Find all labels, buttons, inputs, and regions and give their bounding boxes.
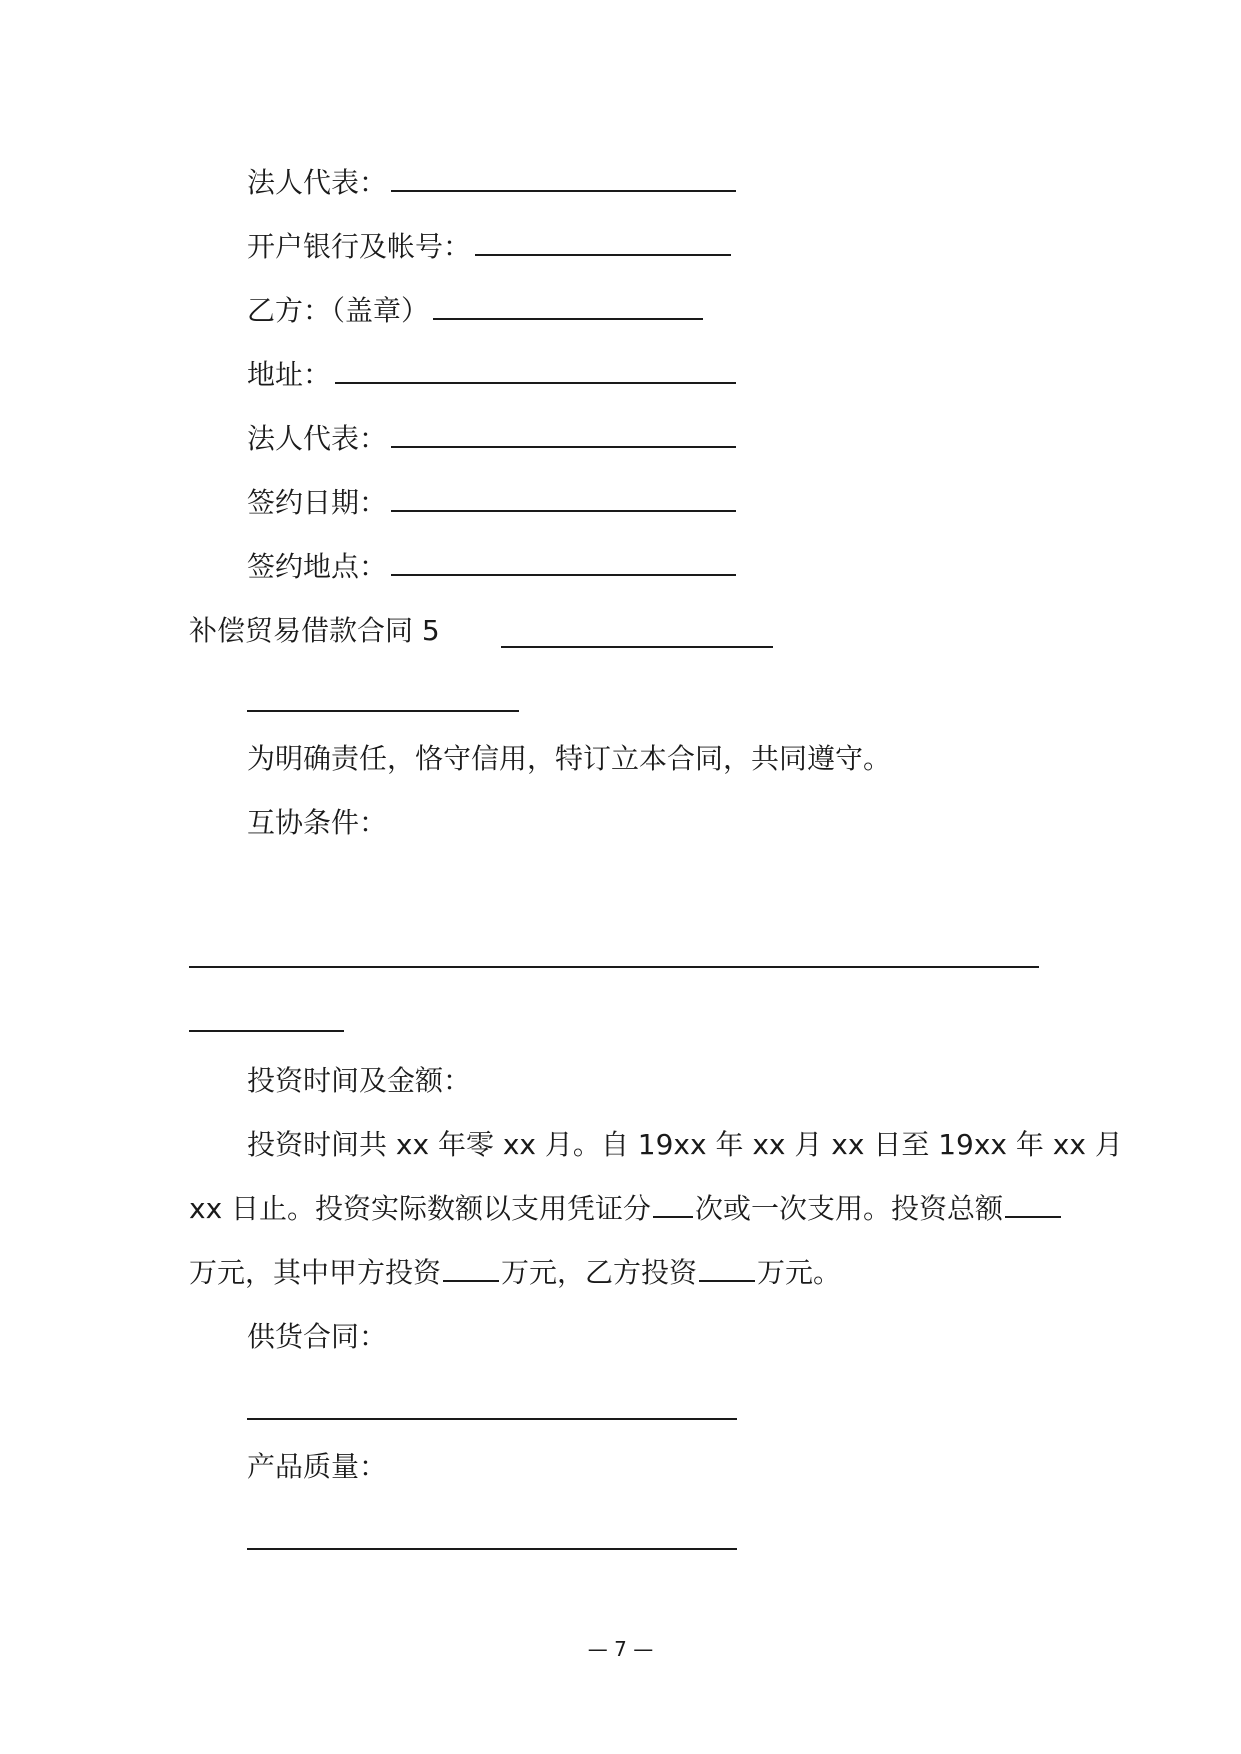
bank-account-field (0, 227, 1241, 267)
party-b-amount-blank (699, 1254, 755, 1282)
investment-text-3b: 万元，乙方投资 (501, 1256, 698, 1289)
investment-paragraph-line-2 (0, 1189, 1241, 1229)
address-blank (335, 356, 736, 384)
investment-text-2a: xx 日止。投资实际数额以支用凭证分 (189, 1192, 652, 1225)
mutual-terms-heading (0, 803, 1241, 843)
address-label: 地址： (247, 358, 332, 391)
legal-rep-blank (391, 420, 736, 448)
investment-heading-label: 投资时间及金额： (247, 1064, 472, 1097)
investment-text-2b: 次或一次支用。投资总额 (695, 1192, 1004, 1225)
legal-rep-label: 法人代表： (247, 166, 388, 199)
sign-place-field (0, 547, 1241, 587)
purpose-paragraph (0, 739, 1241, 779)
investment-paragraph-line-1 (0, 1125, 1241, 1165)
sign-date-blank (391, 484, 736, 512)
legal-rep-blank (391, 164, 736, 192)
product-quality-blank (247, 1548, 737, 1550)
party-b-label: 乙方：（盖章） (247, 294, 430, 327)
legal-rep-label: 法人代表： (247, 422, 388, 455)
total-amount-blank (1005, 1190, 1061, 1218)
legal-rep-field-1 (0, 163, 1241, 203)
party-b-blank (433, 292, 703, 320)
supply-contract-heading (0, 1317, 1241, 1357)
mutual-terms-blank-short (189, 1030, 344, 1032)
contract-title: 补偿贸易借款合同 5 (189, 614, 440, 647)
bank-account-label: 开户银行及帐号： (247, 230, 472, 263)
standalone-blank (247, 710, 519, 712)
party-b-field (0, 291, 1241, 331)
supply-contract-blank (247, 1418, 737, 1420)
sign-place-blank (391, 548, 736, 576)
contract-title-line (0, 611, 1241, 651)
investment-heading (0, 1061, 1241, 1101)
purpose-text: 为明确责任，恪守信用，特订立本合同，共同遵守。 (247, 742, 892, 775)
supply-contract-label: 供货合同： (247, 1320, 388, 1353)
bank-account-blank (475, 228, 731, 256)
mutual-terms-blank-long (189, 966, 1039, 968)
product-quality-label: 产品质量： (247, 1450, 388, 1483)
payment-times-blank (653, 1190, 693, 1218)
sign-date-field (0, 483, 1241, 523)
product-quality-heading (0, 1447, 1241, 1487)
sign-date-label: 签约日期： (247, 486, 388, 519)
investment-text-1: 投资时间共 xx 年零 xx 月。自 19xx 年 xx 月 xx 日至 19xx 年 xx 月 (247, 1128, 1123, 1161)
party-a-amount-blank (443, 1254, 499, 1282)
investment-paragraph-line-3 (0, 1253, 1241, 1293)
title-blank-right (501, 646, 773, 648)
page-number: — 7 — (587, 1637, 654, 1661)
legal-rep-field-2 (0, 419, 1241, 459)
address-field (0, 355, 1241, 395)
investment-text-3c: 万元。 (757, 1256, 842, 1289)
investment-text-3a: 万元，其中甲方投资 (189, 1256, 442, 1289)
mutual-terms-label: 互协条件： (247, 806, 388, 839)
sign-place-label: 签约地点： (247, 550, 388, 583)
